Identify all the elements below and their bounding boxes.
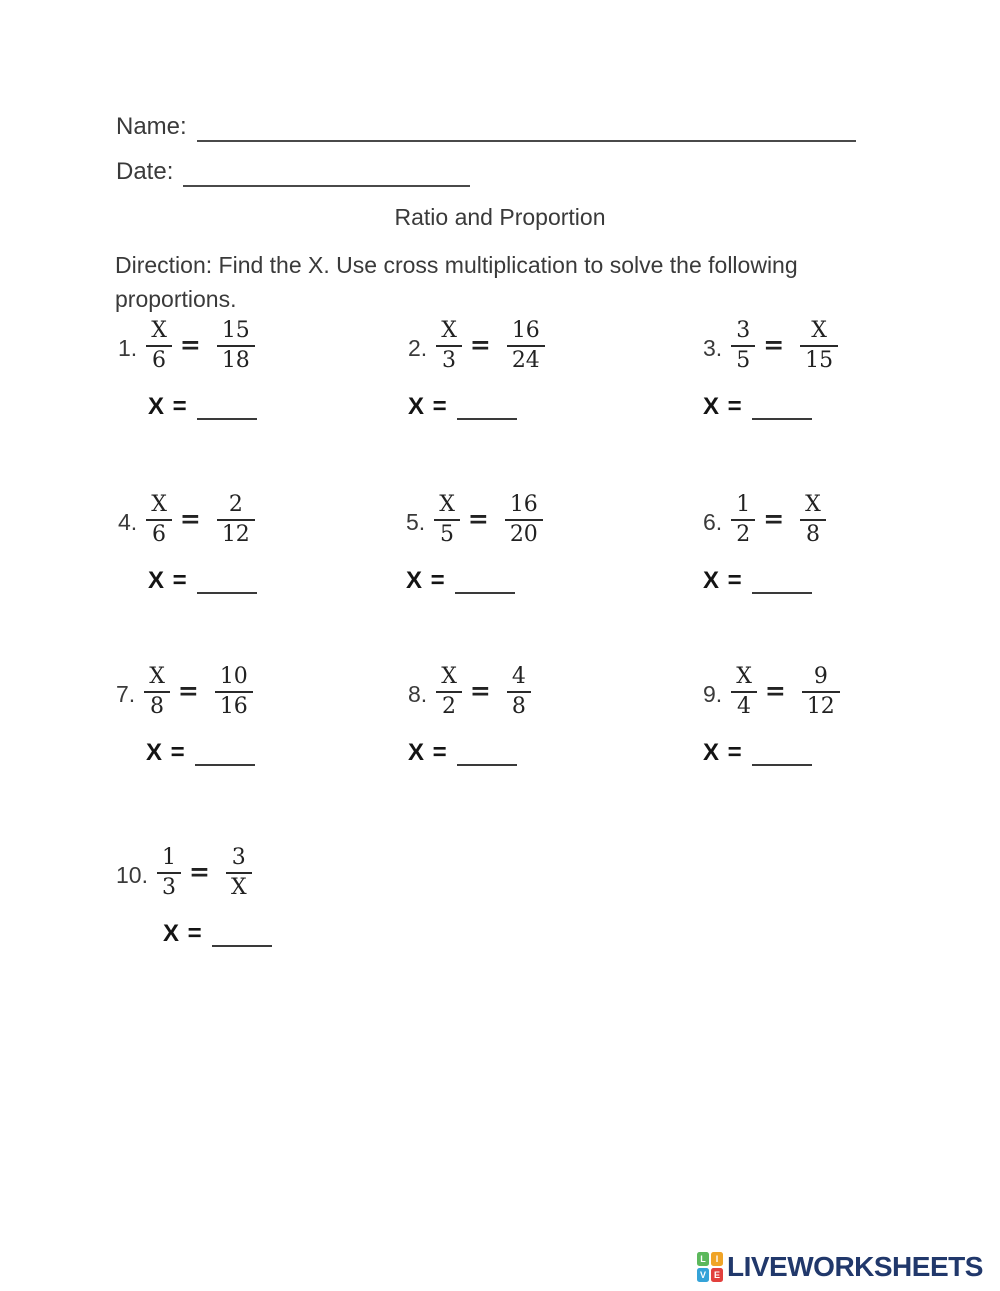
fraction-bar <box>217 519 255 521</box>
answer-row <box>146 740 255 766</box>
answer-row <box>703 740 840 766</box>
fraction-bar <box>507 345 545 347</box>
problem <box>408 664 531 766</box>
denominator: 4 <box>737 694 752 719</box>
problem-number: 1. <box>118 334 138 361</box>
numerator: X <box>736 664 752 689</box>
answer-row <box>408 740 531 766</box>
fraction-left <box>731 318 755 374</box>
liveworksheets-logo <box>697 1252 983 1282</box>
equals-sign: = <box>469 676 491 705</box>
fraction-right <box>802 664 840 720</box>
answer-label: X = <box>163 920 203 947</box>
answer-label: X = <box>146 739 186 766</box>
fraction-right <box>507 664 531 720</box>
direction-line-2: proportions. <box>115 286 237 312</box>
numerator: 15 <box>221 318 250 343</box>
equals-sign: = <box>763 330 785 359</box>
denominator: 18 <box>221 348 250 373</box>
fraction-right <box>505 492 543 548</box>
denominator: 20 <box>509 522 538 547</box>
denominator: 2 <box>736 522 751 547</box>
logo-tile-e: E <box>711 1268 723 1282</box>
fraction-left <box>731 492 755 548</box>
fraction-right <box>217 318 255 374</box>
equals-sign: = <box>188 857 210 886</box>
fraction-bar <box>731 691 757 693</box>
logo-tile-v: V <box>697 1268 709 1282</box>
fraction-bar <box>731 519 755 521</box>
fraction-bar <box>215 691 253 693</box>
denominator: 3 <box>442 348 457 373</box>
problem <box>406 492 543 594</box>
denominator: 24 <box>511 348 540 373</box>
fraction-bar <box>436 345 462 347</box>
numerator: 4 <box>511 664 526 689</box>
answer-blank[interactable] <box>752 396 812 420</box>
proportion-equation <box>118 492 257 548</box>
fraction-left <box>157 845 181 901</box>
answer-label: X = <box>148 393 188 420</box>
proportion-equation <box>118 318 257 374</box>
answer-label: X = <box>148 567 188 594</box>
fraction-right <box>800 492 826 548</box>
answer-blank[interactable] <box>195 742 255 766</box>
problem-number: 9. <box>703 680 723 707</box>
equals-sign: = <box>763 504 785 533</box>
equals-sign: = <box>469 330 491 359</box>
fraction-bar <box>507 691 531 693</box>
numerator: X <box>811 318 827 343</box>
problem <box>703 664 840 766</box>
denominator: 8 <box>805 522 820 547</box>
problem <box>116 845 272 947</box>
name-label: Name: <box>116 113 187 140</box>
fraction-bar <box>802 691 840 693</box>
numerator: X <box>151 492 167 517</box>
answer-blank[interactable] <box>197 396 257 420</box>
fraction-bar <box>157 872 181 874</box>
fraction-bar <box>800 345 838 347</box>
answer-row <box>148 568 257 594</box>
fraction-bar <box>434 519 460 521</box>
fraction-bar <box>505 519 543 521</box>
fraction-left <box>434 492 460 548</box>
numerator: 16 <box>509 492 538 517</box>
fraction-bar <box>217 345 255 347</box>
problem-number: 2. <box>408 334 428 361</box>
denominator: 6 <box>152 522 167 547</box>
problem <box>116 664 255 766</box>
date-label: Date: <box>116 158 174 185</box>
numerator: 16 <box>511 318 540 343</box>
problem-number: 7. <box>116 680 136 707</box>
equals-sign: = <box>179 504 201 533</box>
answer-label: X = <box>703 739 743 766</box>
answer-row <box>408 394 545 420</box>
numerator: 9 <box>813 664 828 689</box>
numerator: X <box>149 664 165 689</box>
problem-number: 6. <box>703 508 723 535</box>
denominator: 16 <box>219 694 248 719</box>
fraction-right <box>215 664 253 720</box>
fraction-right <box>226 845 252 901</box>
fraction-right <box>507 318 545 374</box>
logo-wordmark: LIVEWORKSHEETS <box>727 1251 983 1282</box>
problem <box>703 492 826 594</box>
logo-tile-l: L <box>697 1252 709 1266</box>
fraction-left <box>146 318 172 374</box>
numerator: 1 <box>161 845 176 870</box>
fraction-bar <box>436 691 462 693</box>
proportion-equation <box>408 664 531 720</box>
answer-label: X = <box>408 739 448 766</box>
fraction-left <box>144 664 170 720</box>
fraction-right <box>800 318 838 374</box>
fraction-left <box>146 492 172 548</box>
answer-blank[interactable] <box>212 923 272 947</box>
liveworksheets-tiles-icon <box>697 1252 723 1282</box>
numerator: X <box>441 318 457 343</box>
problem <box>408 318 545 420</box>
numerator: X <box>439 492 455 517</box>
numerator: 3 <box>231 845 246 870</box>
answer-label: X = <box>406 567 446 594</box>
answer-blank[interactable] <box>197 570 257 594</box>
problem-number: 5. <box>406 508 426 535</box>
answer-blank[interactable] <box>455 570 515 594</box>
numerator: 10 <box>219 664 248 689</box>
denominator: 8 <box>150 694 165 719</box>
answer-row <box>406 568 543 594</box>
problem <box>118 318 257 420</box>
answer-blank[interactable] <box>752 570 812 594</box>
equals-sign: = <box>764 676 786 705</box>
proportion-equation <box>703 492 826 548</box>
problem-number: 10. <box>116 861 148 888</box>
proportion-equation <box>408 318 545 374</box>
numerator: X <box>441 664 457 689</box>
fraction-right <box>217 492 255 548</box>
proportion-equation <box>703 318 838 374</box>
answer-row <box>703 568 826 594</box>
numerator: 3 <box>736 318 751 343</box>
problem <box>703 318 838 420</box>
denominator: 12 <box>221 522 250 547</box>
problem-number: 8. <box>408 680 428 707</box>
denominator: 6 <box>152 348 167 373</box>
fraction-left <box>731 664 757 720</box>
equals-sign: = <box>177 676 199 705</box>
answer-blank[interactable] <box>457 742 517 766</box>
fraction-bar <box>146 345 172 347</box>
fraction-bar <box>146 519 172 521</box>
problem-number: 4. <box>118 508 138 535</box>
problem-number: 3. <box>703 334 723 361</box>
denominator: 12 <box>806 694 835 719</box>
denominator: 15 <box>805 348 834 373</box>
denominator: 3 <box>161 875 176 900</box>
answer-label: X = <box>703 567 743 594</box>
denominator: 8 <box>511 694 526 719</box>
fraction-bar <box>731 345 755 347</box>
denominator: 5 <box>736 348 751 373</box>
answer-blank[interactable] <box>457 396 517 420</box>
equals-sign: = <box>179 330 201 359</box>
problem <box>118 492 257 594</box>
numerator: X <box>151 318 167 343</box>
numerator: 1 <box>736 492 751 517</box>
worksheet-title: Ratio and Proportion <box>394 204 606 230</box>
denominator: X <box>230 875 247 900</box>
denominator: 5 <box>440 522 455 547</box>
numerator: X <box>805 492 821 517</box>
fraction-left <box>436 664 462 720</box>
answer-row <box>703 394 838 420</box>
proportion-equation <box>406 492 543 548</box>
proportion-equation <box>703 664 840 720</box>
answer-label: X = <box>703 393 743 420</box>
equals-sign: = <box>467 504 489 533</box>
numerator: 2 <box>228 492 243 517</box>
proportion-equation <box>116 664 255 720</box>
fraction-bar <box>800 519 826 521</box>
fraction-bar <box>226 872 252 874</box>
logo-tile-i: I <box>711 1252 723 1266</box>
proportion-equation <box>116 845 272 901</box>
direction-line-1: Direction: Find the X. Use cross multiplication to solve the following <box>115 252 798 278</box>
answer-label: X = <box>408 393 448 420</box>
answer-blank[interactable] <box>752 742 812 766</box>
answer-row <box>163 921 272 947</box>
fraction-bar <box>144 691 170 693</box>
answer-row <box>148 394 257 420</box>
fraction-left <box>436 318 462 374</box>
denominator: 2 <box>442 694 457 719</box>
